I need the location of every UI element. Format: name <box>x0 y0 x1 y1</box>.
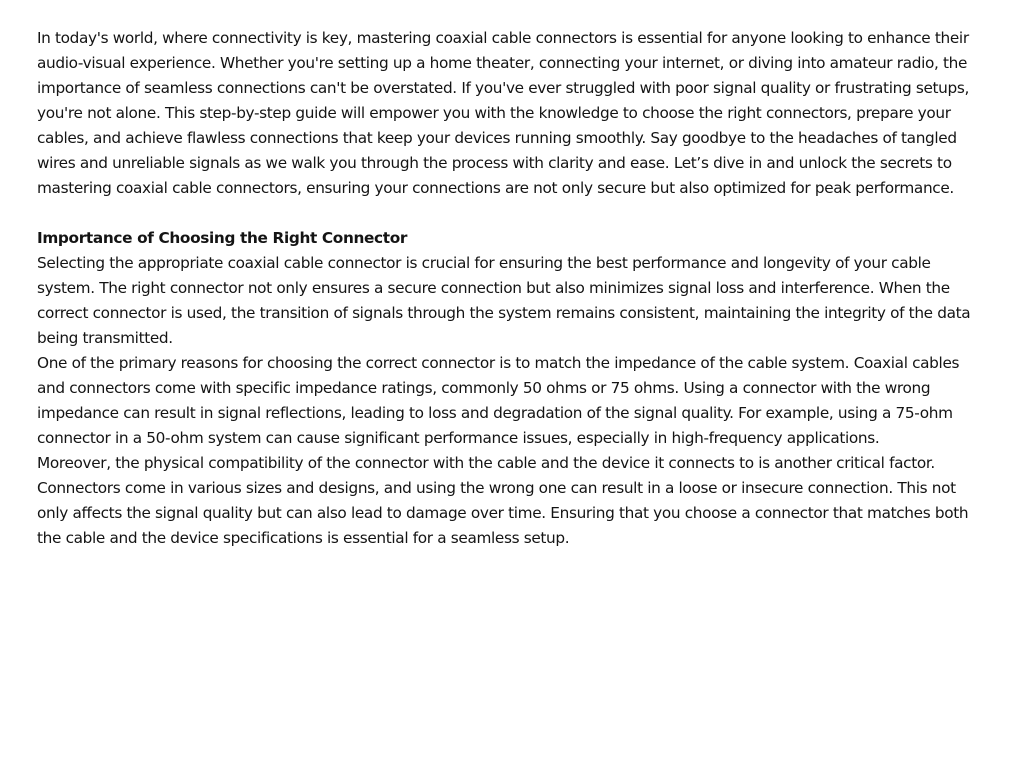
section-paragraph-2: One of the primary reasons for choosing the correct connector is to match the impedance of the cable system. Coaxial cables and connectors come with specific impedance ratings, commonly 50 ohms or 75 ohms. Using a connector with the wrong impedance can result in signal reflections, leading to loss and degradation of the signal quality. For example, using a 75-ohm connector in a 50-ohm system can cause significant performance issues, especially in high-frequency applications. <box>37 354 960 447</box>
intro-paragraph: In today's world, where connectivity is key, mastering coaxial cable connectors is essential for anyone looking to enhance their audio-visual experience. Whether you're setting up a home theater, connecting your internet, or diving into amateur radio, the importance of seamless connections can't be overstated. If you've ever struggled with poor signal quality or frustrating setups, you're not alone. This step-by-step guide will empower you with the knowledge to choose the right connectors, prepare your cables, and achieve flawless connections that keep your devices running smoothly. Say goodbye to the headaches of tangled wires and unreliable signals as we walk you through the process with clarity and ease. Let’s dive in and unlock the secrets to mastering coaxial cable connectors, ensuring your connections are not only secure but also optimized for peak performance. <box>37 29 969 197</box>
article-body <box>37 26 972 551</box>
section-paragraph-3: Moreover, the physical compatibility of the connector with the cable and the device it connects to is another critical factor. Connectors come in various sizes and designs, and using the wrong one can result in a loose or insecure connection. This not only affects the signal quality but can also lead to damage over time. Ensuring that you choose a connector that matches both the cable and the device specifications is essential for a seamless setup. <box>37 454 969 547</box>
section-paragraph-1: Selecting the appropriate coaxial cable connector is crucial for ensuring the best performance and longevity of your cable system. The right connector not only ensures a secure connection but also minimizes signal loss and interference. When the correct connector is used, the transition of signals through the system remains consistent, maintaining the integrity of the data being transmitted. <box>37 254 971 347</box>
section-heading: Importance of Choosing the Right Connector <box>37 229 408 247</box>
